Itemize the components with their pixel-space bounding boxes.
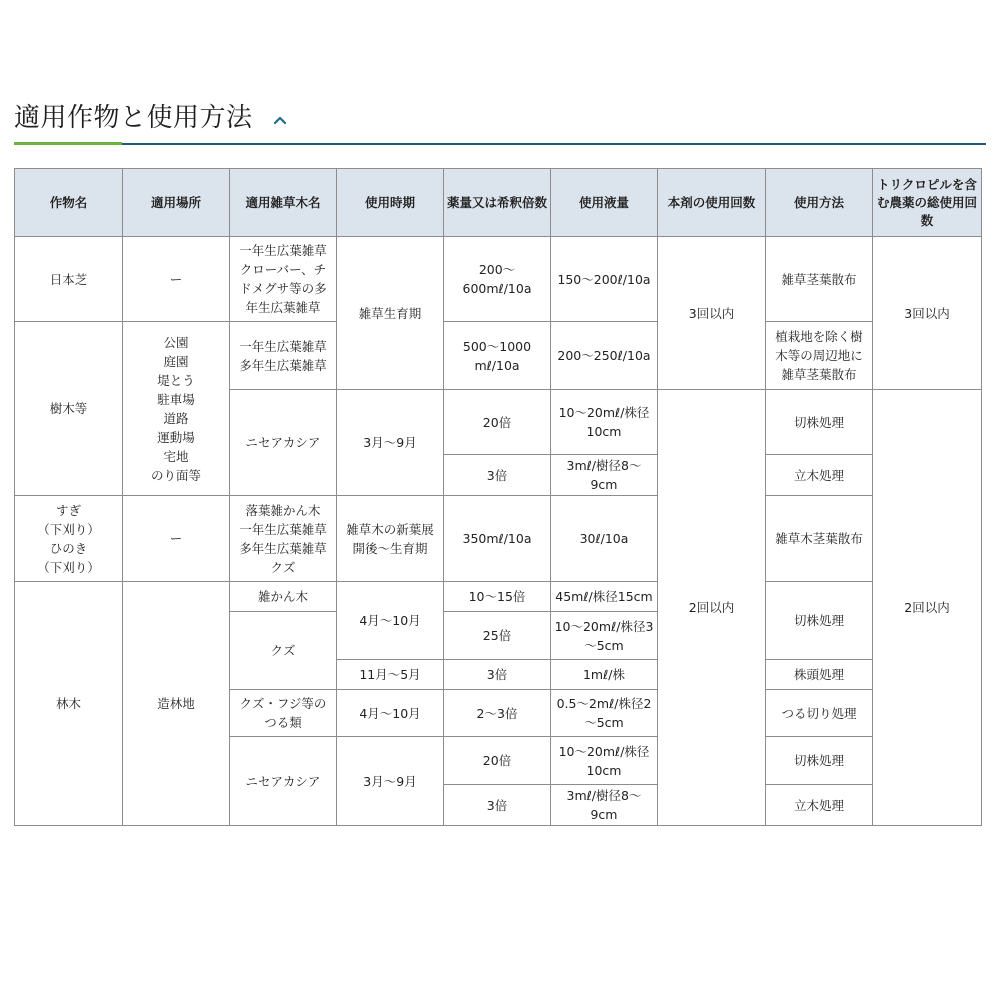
cell-method: 立木処理	[766, 785, 873, 826]
cell-weed: ニセアカシア	[230, 390, 337, 496]
cell-times: 3回以内	[658, 237, 766, 390]
section-heading	[14, 98, 986, 146]
cell-method: 切株処理	[766, 390, 873, 455]
cell-period: 雑草生育期	[337, 237, 444, 390]
header-method: 使用方法	[766, 169, 873, 237]
cell-crop: 樹木等	[15, 322, 123, 496]
header-crop: 作物名	[15, 169, 123, 237]
cell-dose: 25倍	[444, 612, 551, 660]
cell-method: 植栽地を除く樹 木等の周辺地に 雑草茎葉散布	[766, 322, 873, 390]
header-period: 使用時期	[337, 169, 444, 237]
cell-dose: 2〜3倍	[444, 690, 551, 737]
cell-place: ー	[123, 496, 230, 582]
cell-method: 雑草茎葉散布	[766, 237, 873, 322]
cell-weed: クズ・フジ等の つる類	[230, 690, 337, 737]
table-row	[15, 322, 982, 390]
cell-volume: 10〜20mℓ/株径3 〜5cm	[551, 612, 658, 660]
cell-total: 3回以内	[873, 237, 982, 390]
cell-volume: 150〜200ℓ/10a	[551, 237, 658, 322]
cell-volume: 3mℓ/樹径8〜9cm	[551, 785, 658, 826]
cell-place: ー	[123, 237, 230, 322]
cell-period: 11月〜5月	[337, 660, 444, 690]
header-dose: 薬量又は希釈倍数	[444, 169, 551, 237]
cell-method: 切株処理	[766, 737, 873, 785]
cell-weed: 雑かん木	[230, 582, 337, 612]
usage-table	[14, 168, 982, 826]
table-row	[15, 582, 982, 612]
cell-volume: 200〜250ℓ/10a	[551, 322, 658, 390]
cell-dose: 10〜15倍	[444, 582, 551, 612]
underline-accent	[14, 142, 122, 145]
header-place: 適用場所	[123, 169, 230, 237]
cell-volume: 1mℓ/株	[551, 660, 658, 690]
cell-place: 造林地	[123, 582, 230, 826]
cell-period: 4月〜10月	[337, 582, 444, 660]
cell-weed: クズ	[230, 612, 337, 690]
cell-dose: 3倍	[444, 660, 551, 690]
cell-volume: 10〜20mℓ/株径 10cm	[551, 390, 658, 455]
table-row	[15, 496, 982, 582]
table-row	[15, 237, 982, 322]
cell-dose: 500〜1000 mℓ/10a	[444, 322, 551, 390]
cell-period: 4月〜10月	[337, 690, 444, 737]
header-volume: 使用液量	[551, 169, 658, 237]
cell-dose: 3倍	[444, 785, 551, 826]
cell-crop: 日本芝	[15, 237, 123, 322]
header-total: トリクロピルを含む農薬の総使用回数	[873, 169, 982, 237]
cell-method: 切株処理	[766, 582, 873, 660]
section-underline	[14, 142, 986, 145]
cell-weed: 落葉雑かん木 一年生広葉雑草 多年生広葉雑草 クズ	[230, 496, 337, 582]
cell-crop: すぎ （下刈り） ひのき （下刈り）	[15, 496, 123, 582]
cell-dose: 350mℓ/10a	[444, 496, 551, 582]
cell-weed: 一年生広葉雑草 多年生広葉雑草	[230, 322, 337, 390]
header-times: 本剤の使用回数	[658, 169, 766, 237]
cell-dose: 20倍	[444, 737, 551, 785]
table-header-row	[15, 169, 982, 237]
header-weed: 適用雑草木名	[230, 169, 337, 237]
cell-period: 3月〜9月	[337, 737, 444, 826]
cell-method: つる切り処理	[766, 690, 873, 737]
cell-dose: 3倍	[444, 455, 551, 496]
cell-method: 立木処理	[766, 455, 873, 496]
cell-dose: 20倍	[444, 390, 551, 455]
chevron-up-icon[interactable]	[272, 112, 288, 128]
cell-volume: 3mℓ/樹径8〜9cm	[551, 455, 658, 496]
cell-total: 2回以内	[873, 390, 982, 826]
section-title: 適用作物と使用方法	[14, 103, 253, 133]
cell-period: 3月〜9月	[337, 390, 444, 496]
cell-crop: 林木	[15, 582, 123, 826]
cell-weed: 一年生広葉雑草 クローバー、チ ドメグサ等の多 年生広葉雑草	[230, 237, 337, 322]
cell-method: 雑草木茎葉散布	[766, 496, 873, 582]
cell-volume: 0.5〜2mℓ/株径2 〜5cm	[551, 690, 658, 737]
cell-volume: 10〜20mℓ/株径 10cm	[551, 737, 658, 785]
cell-period: 雑草木の新葉展 開後〜生育期	[337, 496, 444, 582]
cell-volume: 45mℓ/株径15cm	[551, 582, 658, 612]
cell-dose: 200〜600mℓ/10a	[444, 237, 551, 322]
cell-times: 2回以内	[658, 390, 766, 826]
cell-volume: 30ℓ/10a	[551, 496, 658, 582]
underline-rest	[122, 143, 986, 145]
cell-weed: ニセアカシア	[230, 737, 337, 826]
cell-place: 公園 庭園 堤とう 駐車場 道路 運動場 宅地 のり面等	[123, 322, 230, 496]
cell-method: 株頭処理	[766, 660, 873, 690]
